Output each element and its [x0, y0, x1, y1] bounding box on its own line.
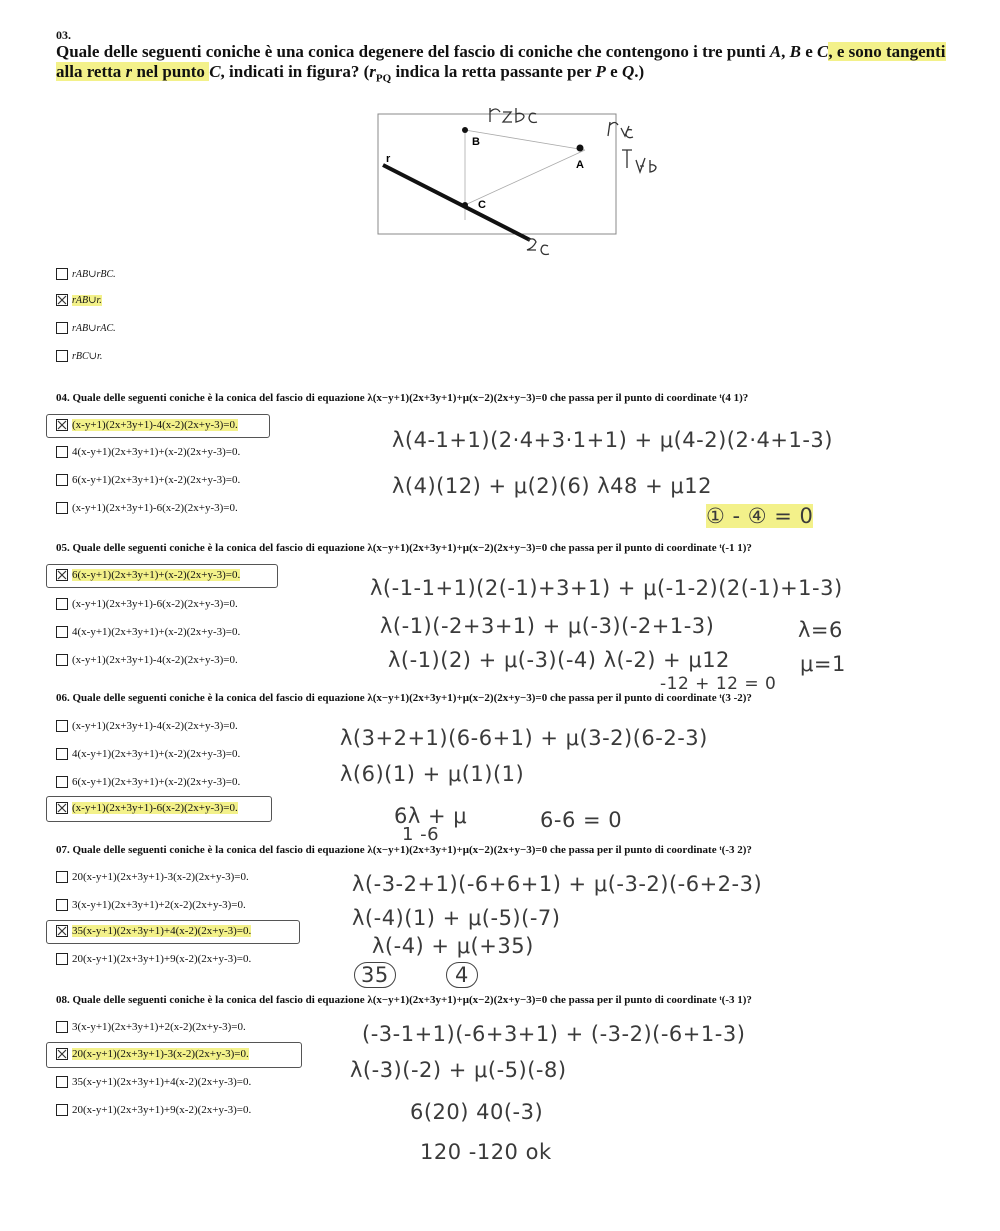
- checkbox[interactable]: [56, 720, 68, 732]
- checkbox[interactable]: [56, 899, 68, 911]
- option-05-a[interactable]: 6(x-y+1)(2x+3y+1)+(x-2)(2x+y-3)=0.: [56, 567, 240, 583]
- line-ab: [465, 130, 585, 150]
- handwritten-note: λ(-4) + μ(+35): [372, 934, 534, 958]
- point-c: [462, 202, 468, 208]
- checkbox[interactable]: [56, 626, 68, 638]
- option-04-b[interactable]: 4(x-y+1)(2x+3y+1)+(x-2)(2x+y-3)=0.: [56, 444, 240, 460]
- checkbox[interactable]: [56, 474, 68, 486]
- handwritten-note: λ=6: [798, 618, 843, 642]
- handwritten-note: 4: [446, 962, 478, 988]
- checkbox[interactable]: [56, 953, 68, 965]
- option-03-a[interactable]: rAB∪rBC.: [56, 266, 116, 282]
- checkbox[interactable]: [56, 1021, 68, 1033]
- question-05-header: 05. Quale delle seguenti coniche è la conica del fascio di equazione λ(x−y+1)(2x+3y+1)+μ(x−2)(2x+y−3)=0 che passa per il punto di coordinate ᵗ(-1 1)?: [56, 542, 752, 554]
- question-08-header: 08. Quale delle seguenti coniche è la conica del fascio di equazione λ(x−y+1)(2x+3y+1)+μ(x−2)(2x+y−3)=0 che passa per il punto di coordinate ᵗ(-3 1)?: [56, 994, 752, 1006]
- checkbox[interactable]: [56, 446, 68, 458]
- checkbox-checked[interactable]: [56, 569, 68, 581]
- checkbox[interactable]: [56, 1076, 68, 1088]
- option-08-b[interactable]: 20(x-y+1)(2x+3y+1)-3(x-2)(2x+y-3)=0.: [56, 1046, 249, 1062]
- checkbox[interactable]: [56, 350, 68, 362]
- label-r: r: [386, 153, 391, 165]
- handwritten-note: 120 -120 ok: [420, 1140, 552, 1164]
- handwritten-note: λ(-1-1+1)(2(-1)+3+1) + μ(-1-2)(2(-1)+1-3): [370, 576, 843, 600]
- option-07-d[interactable]: 20(x-y+1)(2x+3y+1)+9(x-2)(2x+y-3)=0.: [56, 951, 251, 967]
- checkbox-checked[interactable]: [56, 925, 68, 937]
- checkbox[interactable]: [56, 654, 68, 666]
- handwritten-note: λ(3+2+1)(6-6+1) + μ(3-2)(6-2-3): [340, 726, 708, 750]
- option-07-a[interactable]: 20(x-y+1)(2x+3y+1)-3(x-2)(2x+y-3)=0.: [56, 869, 249, 885]
- checkbox-checked[interactable]: [56, 294, 68, 306]
- line-ac: [465, 150, 585, 205]
- option-03-d[interactable]: rBC∪r.: [56, 348, 102, 364]
- point-a: [577, 145, 584, 152]
- handwritten-note: λ(4-1+1)(2·4+3·1+1) + μ(4-2)(2·4+1-3): [392, 428, 833, 452]
- handwritten-note: 6λ + μ: [394, 804, 468, 828]
- option-03-b[interactable]: rAB∪r.: [56, 292, 102, 308]
- checkbox[interactable]: [56, 322, 68, 334]
- question-04-header: 04. Quale delle seguenti coniche è la conica del fascio di equazione λ(x−y+1)(2x+3y+1)+μ(x−2)(2x+y−3)=0 che passa per il punto di coordinate ᵗ(4 1)?: [56, 392, 749, 404]
- checkbox[interactable]: [56, 502, 68, 514]
- checkbox-checked[interactable]: [56, 1048, 68, 1060]
- handwritten-note: 35: [354, 962, 396, 988]
- handwritten-note: 6(20) 40(-3): [410, 1100, 544, 1124]
- option-08-d[interactable]: 20(x-y+1)(2x+3y+1)+9(x-2)(2x+y-3)=0.: [56, 1102, 251, 1118]
- label-b: B: [472, 136, 480, 148]
- handwritten-note: (-3-1+1)(-6+3+1) + (-3-2)(-6+1-3): [362, 1022, 746, 1046]
- checkbox-checked[interactable]: [56, 802, 68, 814]
- handwritten-note: 6-6 = 0: [540, 808, 623, 832]
- question-06-header: 06. Quale delle seguenti coniche è la conica del fascio di equazione λ(x−y+1)(2x+3y+1)+μ(x−2)(2x+y−3)=0 che passa per il punto di coordinate ᵗ(3 -2)?: [56, 692, 752, 704]
- checkbox[interactable]: [56, 871, 68, 883]
- checkbox[interactable]: [56, 1104, 68, 1116]
- handwritten-note: λ(4)(12) + μ(2)(6) λ48 + μ12: [392, 474, 712, 498]
- handwritten-note: λ(6)(1) + μ(1)(1): [340, 762, 525, 786]
- option-08-c[interactable]: 35(x-y+1)(2x+3y+1)+4(x-2)(2x+y-3)=0.: [56, 1074, 251, 1090]
- handwritten-note: λ(-3-2+1)(-6+6+1) + μ(-3-2)(-6+2-3): [352, 872, 763, 896]
- option-07-c[interactable]: 35(x-y+1)(2x+3y+1)+4(x-2)(2x+y-3)=0.: [56, 923, 251, 939]
- checkbox[interactable]: [56, 776, 68, 788]
- question-07-header: 07. Quale delle seguenti coniche è la conica del fascio di equazione λ(x−y+1)(2x+3y+1)+μ(x−2)(2x+y−3)=0 che passa per il punto di coordinate ᵗ(-3 2)?: [56, 844, 752, 856]
- option-04-c[interactable]: 6(x-y+1)(2x+3y+1)+(x-2)(2x+y-3)=0.: [56, 472, 240, 488]
- question-number: 03.: [56, 28, 71, 42]
- geometry-figure: [340, 100, 680, 260]
- handwritten-note: λ(-1)(2) + μ(-3)(-4) λ(-2) + μ12: [388, 648, 730, 672]
- handwritten-note: 1 -6: [402, 824, 440, 845]
- handwritten-note: λ(-3)(-2) + μ(-5)(-8): [350, 1058, 567, 1082]
- handwritten-note: μ=1: [800, 652, 846, 676]
- checkbox[interactable]: [56, 598, 68, 610]
- option-06-d[interactable]: (x-y+1)(2x+3y+1)-6(x-2)(2x+y-3)=0.: [56, 800, 238, 816]
- label-a: A: [576, 159, 584, 171]
- option-05-b[interactable]: (x-y+1)(2x+3y+1)-6(x-2)(2x+y-3)=0.: [56, 596, 238, 612]
- handwritten-note: ① - ④ = 0: [706, 504, 814, 528]
- checkbox[interactable]: [56, 748, 68, 760]
- option-04-a[interactable]: (x-y+1)(2x+3y+1)-4(x-2)(2x+y-3)=0.: [56, 417, 238, 433]
- checkbox-checked[interactable]: [56, 419, 68, 431]
- option-06-b[interactable]: 4(x-y+1)(2x+3y+1)+(x-2)(2x+y-3)=0.: [56, 746, 240, 762]
- option-06-a[interactable]: (x-y+1)(2x+3y+1)-4(x-2)(2x+y-3)=0.: [56, 718, 238, 734]
- option-06-c[interactable]: 6(x-y+1)(2x+3y+1)+(x-2)(2x+y-3)=0.: [56, 774, 240, 790]
- point-b: [462, 127, 468, 133]
- option-03-c[interactable]: rAB∪rAC.: [56, 320, 116, 336]
- handwritten-note: λ(-1)(-2+3+1) + μ(-3)(-2+1-3): [380, 614, 715, 638]
- handwritten-note: -12 + 12 = 0: [660, 674, 777, 694]
- label-c: C: [478, 199, 486, 211]
- line-r: [383, 165, 530, 240]
- option-05-d[interactable]: (x-y+1)(2x+3y+1)-4(x-2)(2x+y-3)=0.: [56, 652, 238, 668]
- option-07-b[interactable]: 3(x-y+1)(2x+3y+1)+2(x-2)(2x+y-3)=0.: [56, 897, 246, 913]
- option-04-d[interactable]: (x-y+1)(2x+3y+1)-6(x-2)(2x+y-3)=0.: [56, 500, 238, 516]
- option-05-c[interactable]: 4(x-y+1)(2x+3y+1)+(x-2)(2x+y-3)=0.: [56, 624, 240, 640]
- checkbox[interactable]: [56, 268, 68, 280]
- option-08-a[interactable]: 3(x-y+1)(2x+3y+1)+2(x-2)(2x+y-3)=0.: [56, 1019, 246, 1035]
- handwritten-note: λ(-4)(1) + μ(-5)(-7): [352, 906, 561, 930]
- question-text: Quale delle seguenti coniche è una conica degenere del fascio di coniche che contengono i tre punti A, B e C, e sono tangenti alla retta r nel punto C, indicati in figura? ($r_{PQ}$ indica la retta passante per P e Q.): [56, 42, 946, 85]
